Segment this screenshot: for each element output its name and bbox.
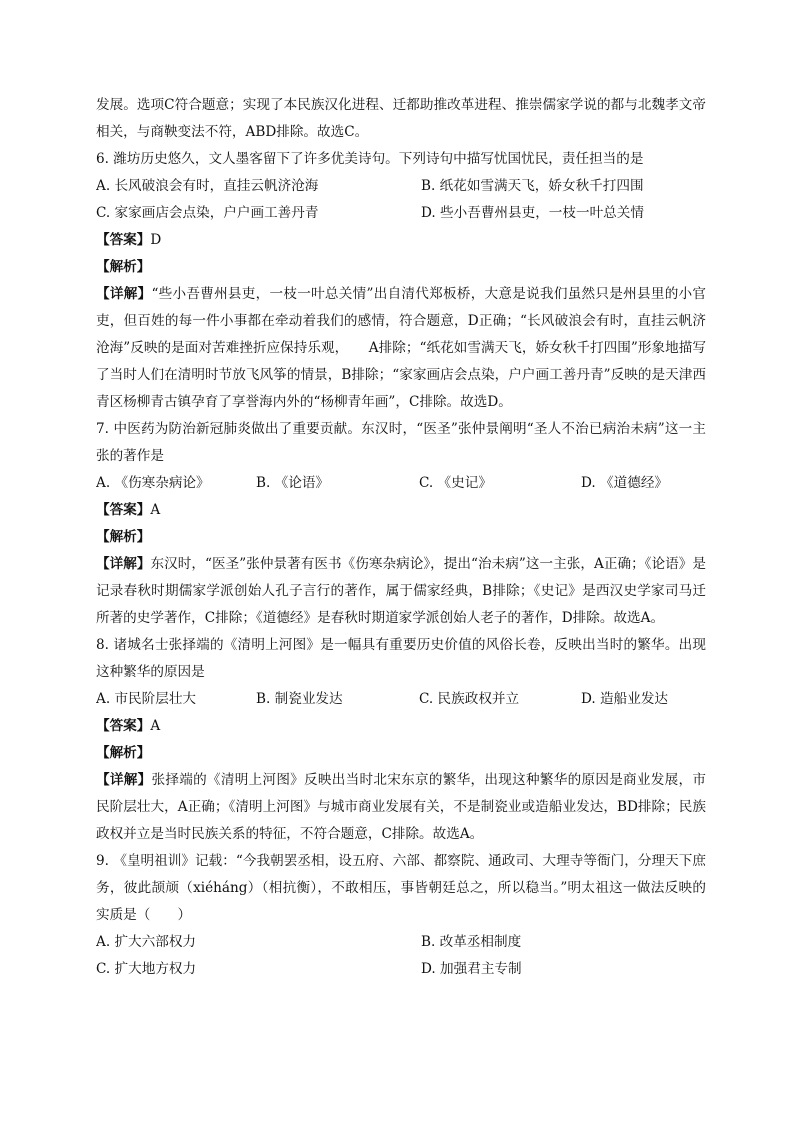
question-7-option-a: A. 《伤寒杂病论》 [96,475,210,491]
question-8-options [96,686,706,713]
question-7-stem: 7. 中医药为防治新冠肺炎做出了重要贡献。东汉时，“医圣”张仲景阐明“圣人不治已病治未病”这一主张的著作是 [96,421,706,464]
question-8-analysis-line [96,740,706,767]
question-9-option-d: D. 加强君主专制 [421,961,522,977]
question-9-option-b: B. 改革丞相制度 [421,934,522,950]
question-8-option-c: C. 民族政权并立 [419,691,520,707]
analysis-label: 【解析】 [96,529,151,545]
question-6-stem: 6. 潍坊历史悠久，文人墨客留下了许多优美诗句。下列诗句中描写忧国忧民，责任担当的是 [96,151,644,167]
analysis-label: 【解析】 [96,745,151,761]
question-9-option-a: A. 扩大六部权力 [96,934,197,950]
question-8-stem: 8. 诸城名士张择端的《清明上河图》是一幅具有重要历史价值的风俗长卷，反映出当时的繁华。出现这种繁华的原因是 [96,637,706,680]
question-6-answer: D [150,232,162,248]
question-6-option-b: B. 纸花如雪满天飞，娇女秋千打四围 [421,178,644,194]
question-8-detail-line [96,767,706,848]
question-7-option-d: D. 《道德经》 [581,475,669,491]
question-8-option-a: A. 市民阶层壮大 [96,691,197,707]
question-9-stem: 9. 《皇明祖训》记载：“今我朝罢丞相，设五府、六部、都察院、通政司、大理寺等衙门，分理天下庶务，彼此颉颃（xiéháng）（相抗衡），不敢相压，事皆朝廷总之，所以稳当。”明太祖这一做法反映的实质是（ ） [96,853,706,923]
question-7-option-b: B. 《论语》 [256,475,330,491]
detail-label: 【详解】 [96,772,152,788]
question-7-detail-line [96,551,706,632]
question-6-options [96,173,706,227]
question-8-option-b: B. 制瓷业发达 [256,691,343,707]
answer-label: 【答案】 [96,502,151,518]
answer-label: 【答案】 [96,232,151,248]
question-7-detail: 东汉时，“医圣”张仲景著有医书《伤寒杂病论》，提出“治未病”这一主张，A正确；《论语》是记录春秋时期儒家学派创始人孔子言行的著作，属于儒家经典，B排除；《史记》是西汉史学家司马迁所著的史学著作，C排除；《道德经》是春秋时期道家学派创始人老子的著作，D排除。故选A。 [96,556,706,626]
document-page [96,92,706,983]
question-6-option-d: D. 些小吾曹州县吏，一枝一叶总关情 [421,205,644,221]
question-6-option-c: C. 家家画店会点染，户户画工善丹青 [96,205,319,221]
question-8-answer-line [96,713,706,740]
question-7-options [96,470,706,497]
question-6-analysis-line [96,254,706,281]
question-6-detail-line [96,281,706,416]
question-8-answer: A [150,718,161,734]
analysis-label: 【解析】 [96,259,151,275]
intro-paragraph: 发展。选项C符合题意；实现了本民族汉化进程、迁都助推改革进程、推崇儒家学说的都与北魏孝文帝相关，与商鞅变法不符，ABD排除。故选C。 [96,97,706,140]
question-6-option-a: A. 长风破浪会有时，直挂云帆济沧海 [96,178,319,194]
detail-label: 【详解】 [96,556,151,572]
question-9-options [96,929,706,983]
question-7-analysis-line [96,524,706,551]
detail-label: 【详解】 [96,286,152,302]
question-6-detail: “些小吾曹州县吏，一枝一叶总关情”出自清代郑板桥，大意是说我们虽然只是州县里的小官吏，但百姓的每一件小事都在牵动着我们的感情，符合题意，D正确；“长风破浪会有时，直挂云帆济沧海”反映的是面对苦难挫折应保持乐观， A排除；“纸花如雪满天飞，娇女秋千打四围”形象地描写了当时人们在清明时节放飞风筝的情景，B排除；“家家画店会点染，户户画工善丹青”反映的是天津西青区杨柳青古镇孕育了享誉海内外的“杨柳青年画”，C排除。故选D。 [96,286,707,410]
question-7-option-c: C. 《史记》 [419,475,492,491]
question-8-detail: 张择端的《清明上河图》反映出当时北宋东京的繁华，出现这种繁华的原因是商业发展，市民阶层壮大，A正确；《清明上河图》与城市商业发展有关，不是制瓷业或造船业发达，BD排除；民族政权并立是当时民族关系的特征，不符合题意，C排除。故选A。 [96,772,707,842]
question-9-option-c: C. 扩大地方权力 [96,961,197,977]
question-7-answer: A [150,502,161,518]
question-6-answer-line [96,227,706,254]
question-8-option-d: D. 造船业发达 [581,691,669,707]
question-7-answer-line [96,497,706,524]
answer-label: 【答案】 [96,718,151,734]
